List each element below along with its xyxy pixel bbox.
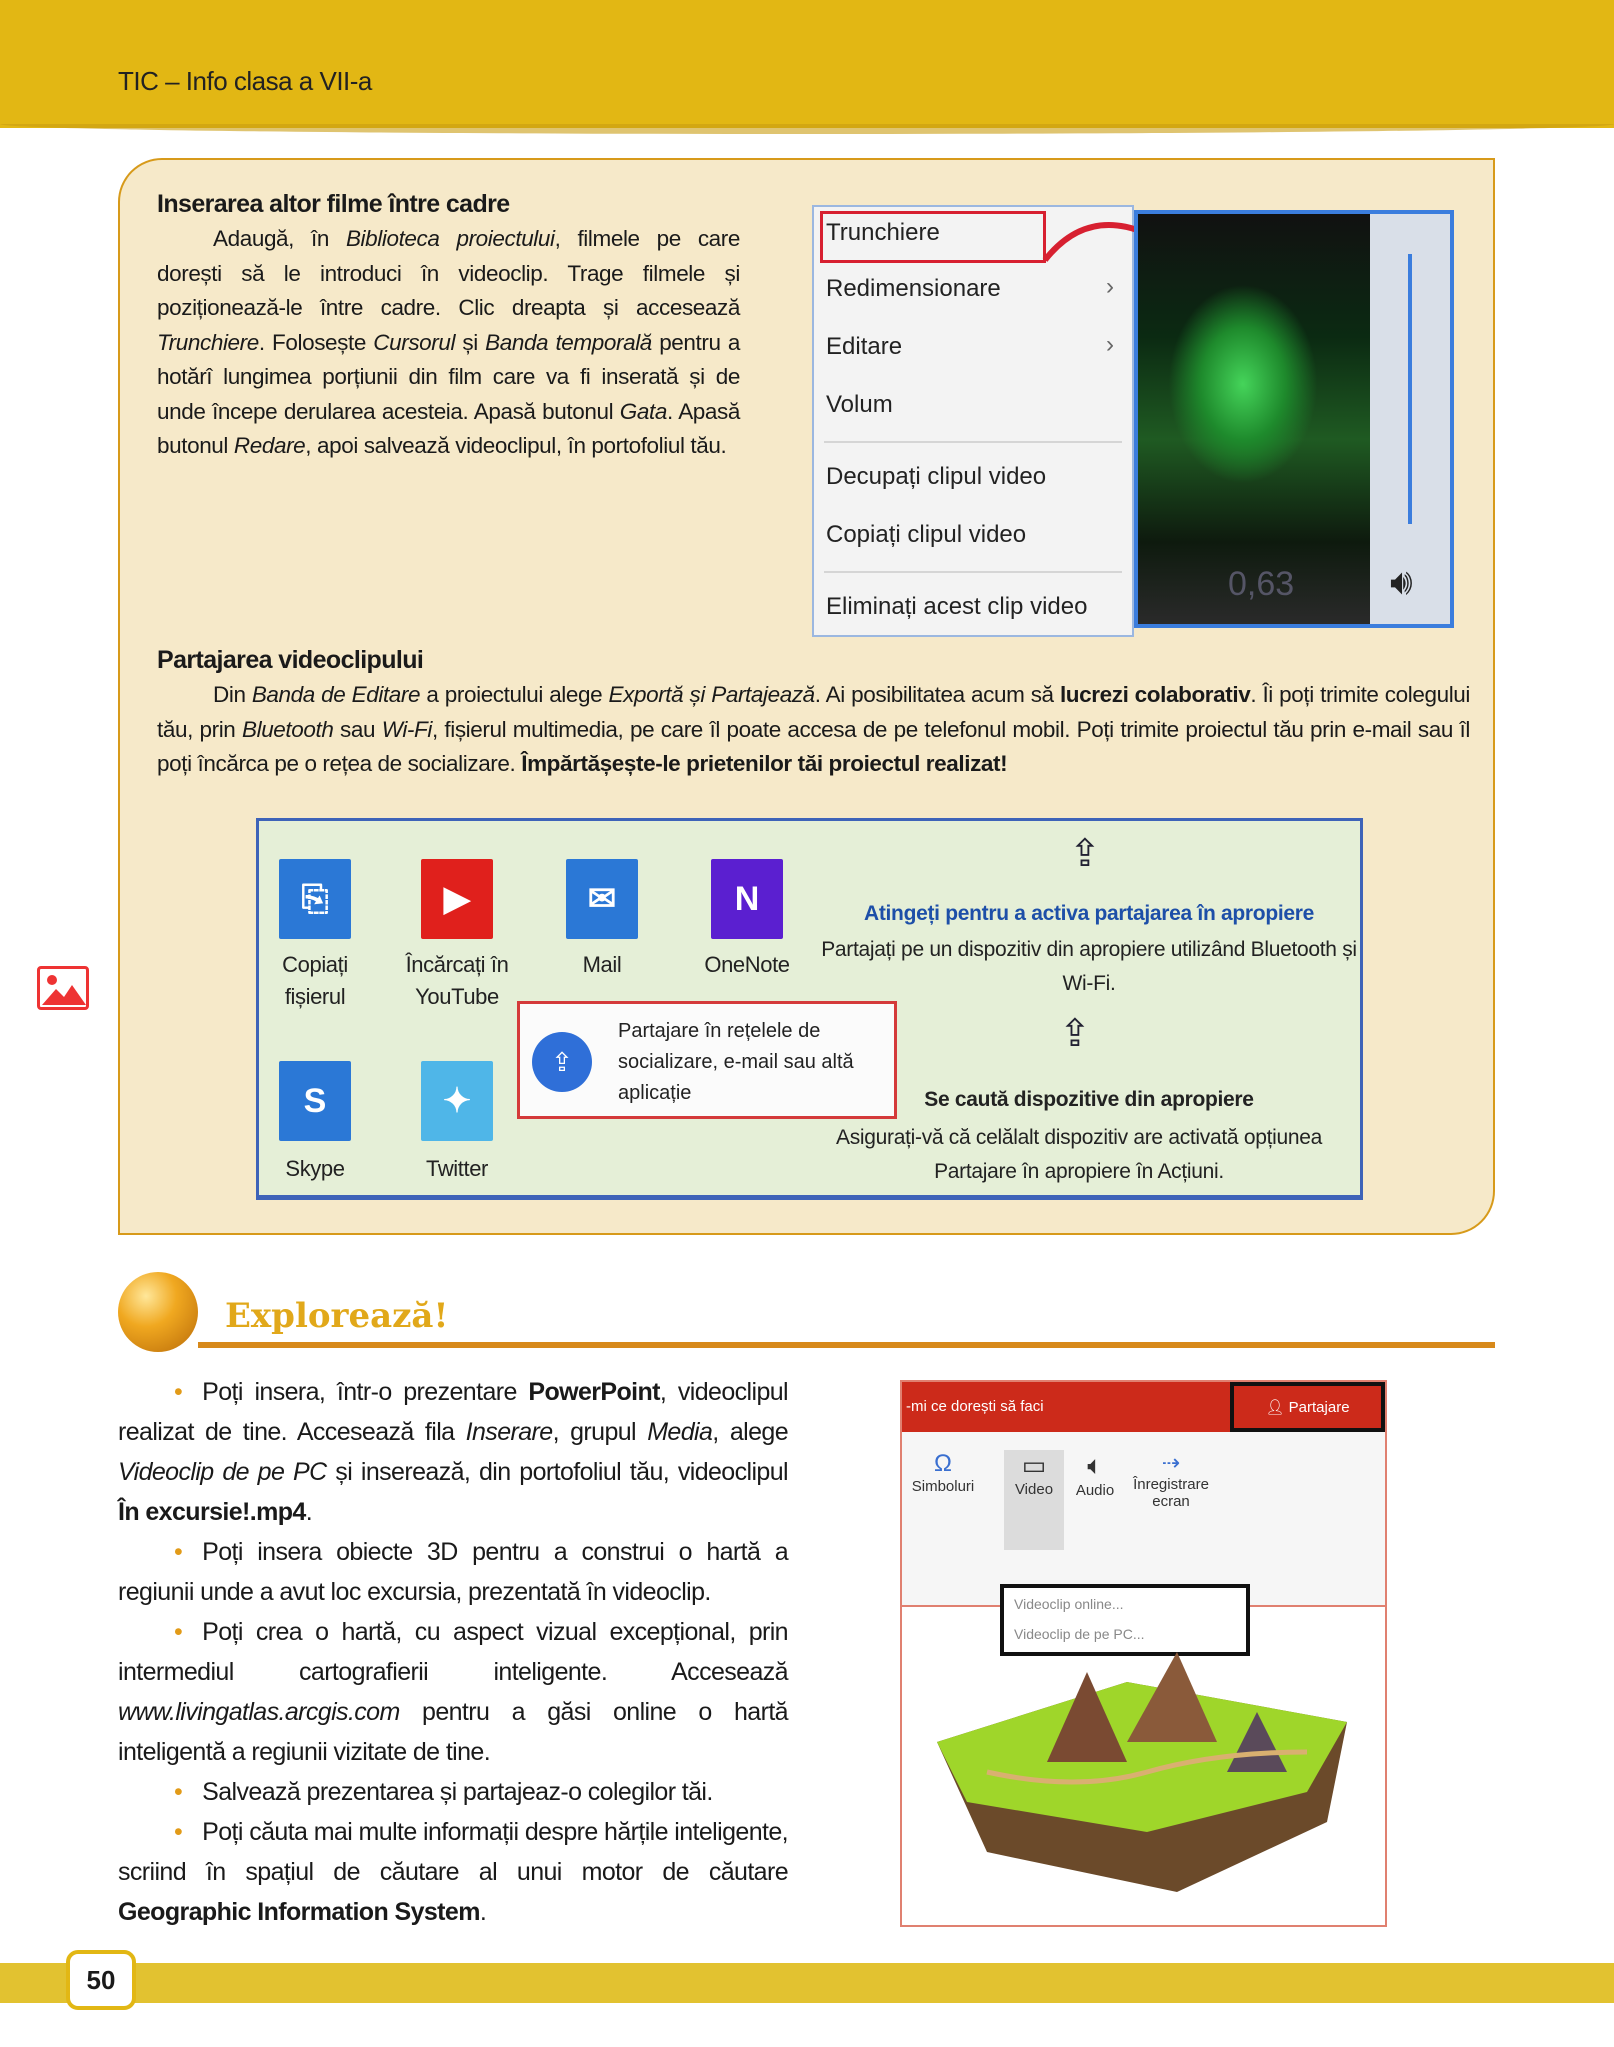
onenote-icon[interactable]: N [711,859,783,939]
bullet-icon: • [174,1538,183,1566]
footer-band [0,1963,1614,2003]
dropdown-video-from-pc[interactable]: Videoclip de pe PC... [1014,1626,1145,1642]
orb-icon [118,1272,198,1352]
menu-item-copiati[interactable]: Copiați clipul video [826,521,1027,548]
section1-paragraph: Adaugă, în Biblioteca proiectului, filmele pe care dorești să le introduci în videoclip. Trage filmele și poziționează-le între cadre. Clic dreapta și accesează Trunchiere. Folosește Cursorul și Banda temporală pentru a hotărî lungimea porțiunii din film care va fi inserată și de unde începe derularea acesteia. Apasă butonul Gata. Apasă butonul Redare, apoi salvează videoclipul, în portofoliul tău. [157,226,740,458]
bullet-item: • Poți insera obiecte 3D pentru a construi o hartă a regiunii unde a avut loc excursia, prezentată în videoclip. [118,1538,788,1606]
video-preview [1134,210,1454,628]
bullet-item: • Poți insera, într-o prezentare PowerPoint, videoclipul realizat de tine. Accesează fila Inserare, grupul Media, alege Videoclip de pe PC și inserează, din portofoliul tău, videoclipul În excursie!.mp4. [118,1378,788,1526]
share-button[interactable]: 👤︎ Partajare [1230,1382,1385,1432]
page-number: 50 [66,1950,136,2010]
youtube-icon[interactable]: ▶ [421,859,493,939]
menu-item-editare[interactable]: Editare [826,333,903,360]
twitter-icon[interactable]: ✦ [421,1061,493,1141]
mail-icon[interactable]: ✉ [566,859,638,939]
bullet-icon: • [174,1778,183,1806]
bullet-icon: • [174,1818,183,1846]
image-icon [37,966,89,1010]
bullet-item: • Poți căuta mai multe informații despre hărțile inteligente, scriind în spațiul de căutare al unui motor de căutare Geographic Information System. [118,1818,788,1926]
bullet-icon: • [174,1378,183,1406]
video-time: 0,63 [1228,565,1295,603]
speaker-icon: 🔊︎ [1390,561,1413,602]
person-icon: 👤︎ [1265,1399,1289,1416]
bullet-item: • Poți crea o hartă, cu aspect vizual excepțional, prin intermediul cartografierii inteligente. Accesează www.livingatlas.arcgis.com pentru a găsi online o hartă inteligentă a regiunii vizitate de tine. [118,1618,788,1766]
menu-item-eliminati[interactable]: Eliminați acest clip video [826,593,1088,620]
copy-file-icon[interactable]: ⎘ [279,859,351,939]
popup-text: Partajare în rețelele de socializare, e-mail sau altă aplicație [618,1020,854,1104]
app-label: Mail [582,952,622,977]
app-label: Încărcați în YouTube [405,952,509,1009]
dropdown-online-video[interactable]: Videoclip online... [1014,1596,1124,1612]
nearby-text: Partajați pe un dispozitiv din apropiere utilizând Bluetooth și Wi-Fi. [821,938,1357,995]
nearby-share-icon[interactable]: ⇪ [1069,833,1101,875]
symbols-button[interactable]: Ω Simboluri [911,1450,975,1495]
menu-item-redimensionare[interactable]: Redimensionare [826,275,1001,302]
volume-slider[interactable] [1370,214,1450,624]
divider [198,1342,1495,1348]
audio-button[interactable]: 🔈︎ Audio [1075,1450,1115,1499]
header-title: TIC – Info clasa a VII-a [118,66,372,96]
aurora-image [1168,284,1318,484]
explore-title: Explorează! [225,1296,449,1336]
chevron-right-icon: › [1106,273,1114,300]
screen-recording-button[interactable]: ⇢ Înregistrare ecran [1133,1450,1209,1510]
search-text: Asigurați-vă că celălalt dispozitiv are activată opțiunea Partajare în apropiere în Acțiuni. [836,1126,1322,1183]
powerpoint-screenshot [900,1380,1387,1927]
share-panel [256,818,1363,1200]
menu-item-trunchiere[interactable]: Trunchiere [826,219,940,246]
bullet-item: • Salvează prezentarea și partajeaz-o colegilor tăi. [174,1778,713,1806]
page-header-band [0,0,1614,128]
app-label: OneNote [704,952,790,977]
skype-icon[interactable]: S [279,1061,351,1141]
menu-item-volum[interactable]: Volum [826,391,893,418]
ppt-titlebar [902,1382,1385,1432]
menu-divider [824,571,1122,573]
explore-bullets [118,1372,788,1932]
nearby-title[interactable]: Atingeți pentru a activa partajarea în apropiere [863,902,1315,925]
nearby-share-icon: ⇪ [1059,1013,1091,1055]
ribbon [902,1432,1385,1642]
search-title: Se caută dispozitive din apropiere [924,1088,1254,1111]
section1-title: Inserarea altor filme între cadre [157,190,510,218]
chevron-right-icon: › [1106,331,1114,358]
menu-divider [824,441,1122,443]
app-label: Twitter [426,1156,488,1181]
share-icon: ⇪ [532,1032,592,1092]
bullet-icon: • [174,1618,183,1646]
video-button[interactable]: ▭ Video [1004,1450,1064,1550]
section2-paragraph: Din Banda de Editare a proiectului alege Exportă și Partajează. Ai posibilitatea acum să lucrezi colaborativ. Îi poți trimite colegului tău, prin Bluetooth sau Wi-Fi, fișierul multimedia, pe care îl poate accesa de pe telefonul mobil. Poți trimite proiectul tău prin e-mail sau îl poți încărca pe o rețea de socializare. Împărtășește-le prietenilor tăi proiectul realizat! [157,682,1471,776]
menu-item-decupati[interactable]: Decupați clipul video [826,463,1047,490]
app-label: Skype [285,1156,345,1181]
3d-map-image [927,1632,1367,1902]
app-label: Copiați fișierul [282,952,348,1009]
tell-me-field[interactable]: -mi ce dorești să faci [906,1398,1044,1415]
section2-title: Partajarea videoclipului [157,646,424,674]
